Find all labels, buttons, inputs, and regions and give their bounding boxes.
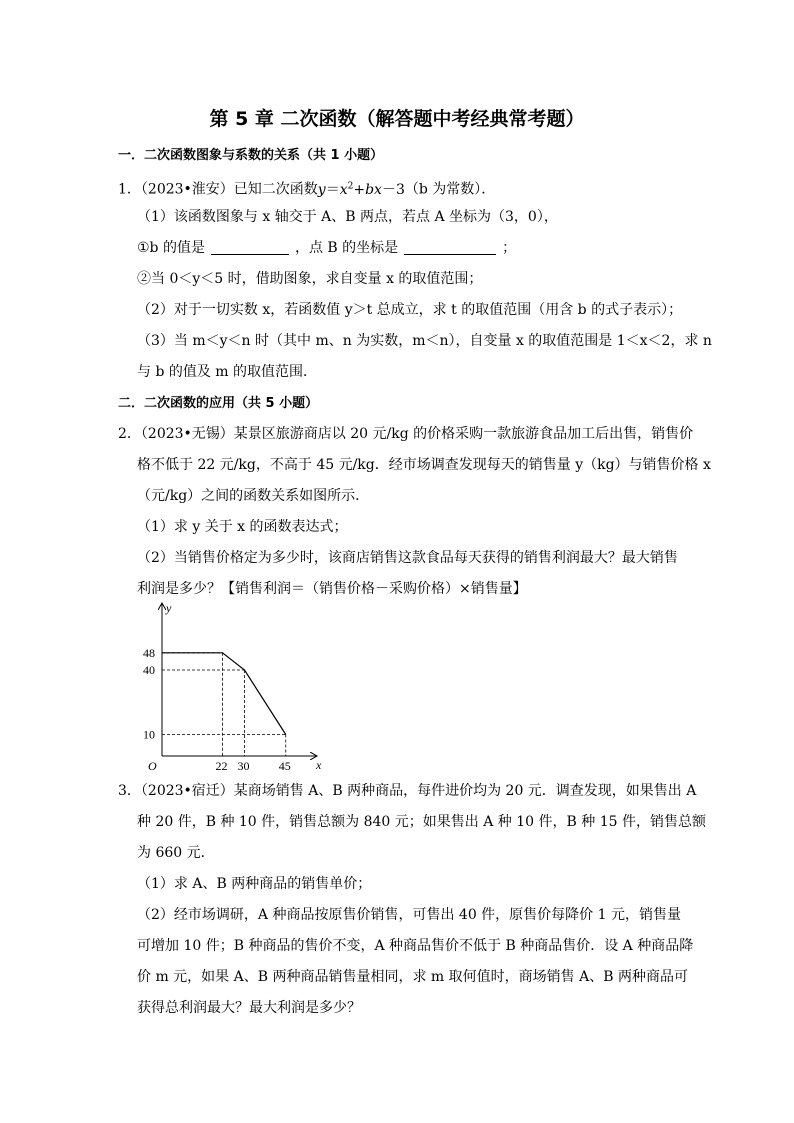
q2-part2-line2: 利润是多少？【销售利润＝（销售价格－采购价格）×销售量】: [137, 581, 527, 597]
q3-part1: （1）求 A、B 两种商品的销售单价；: [137, 876, 372, 892]
q1-part2: （2）对于一切实数 x，若函数值 y＞t 总成立，求 t 的取值范围（用含 b 的式子表示）；: [137, 302, 683, 318]
sales-volume-graph: [128, 598, 338, 774]
q3-line2: 种 20 件，B 种 10 件，销售总额为 840 元；如果售出 A 种 10 件，B 种 15 件，销售总额: [137, 814, 706, 830]
q3-part2-line4: 获得总利润最大？最大利润是多少？: [137, 1000, 361, 1016]
y-tick-label: 48: [143, 645, 155, 660]
q1-part1a: [137, 238, 516, 258]
q1-part1a-end: ；: [502, 240, 517, 256]
answer-blank-point-b[interactable]: [404, 240, 496, 255]
q1-stem: [118, 176, 495, 200]
q3-line3: 为 660 元．: [137, 845, 215, 861]
q1-prefix: 1．（2023•淮安）已知二次函数: [118, 181, 318, 198]
section-heading-2: 二．二次函数的应用（共 5 小题）: [118, 396, 319, 411]
x-tick-label: 45: [278, 759, 291, 773]
q2-line3: （元/kg）之间的函数关系如图所示．: [137, 488, 370, 504]
q1-part1a-mid: ，点 B 的坐标是: [294, 240, 399, 256]
x-axis-label: x: [316, 758, 322, 772]
q3-line1: 3．（2023•宿迁）某商场销售 A、B 两种商品，每件进价均为 20 元．调查发现，如果售出 A: [118, 783, 697, 799]
origin-label: O: [148, 759, 157, 773]
q1-function: $y=x^2+bx-3$: [317, 181, 405, 198]
q3-part2-line3: 价 m 元，如果 A、B 两种商品销售量相同，求 m 取何值时，商场销售 A、B 两种商品可: [137, 969, 688, 985]
q2-line2: 格不低于 22 元/kg，不高于 45 元/kg．经市场调查发现每天的销售量 y（kg）与销售价格 x: [137, 457, 711, 473]
x-tick-label: 30: [237, 759, 250, 773]
q1-part1a-pre: ①b 的值是: [137, 240, 205, 256]
q2-part2-line1: （2）当销售价格定为多少时，该商店销售这款食品每天获得的销售利润最大？最大销售: [137, 550, 678, 566]
answer-blank-b[interactable]: [211, 240, 289, 255]
q2-part1: （1）求 y 关于 x 的函数表达式；: [137, 519, 348, 535]
q1-func-tail: （b 为常数）．: [404, 181, 496, 198]
q1-part1b: ②当 0＜y＜5 时，借助图象，求自变量 x 的取值范围；: [137, 271, 483, 287]
y-tick-label: 10: [143, 727, 155, 742]
q1-part3-line2: 与 b 的值及 m 的取值范围．: [137, 364, 318, 380]
y-axis-label: y: [166, 601, 172, 615]
q2-line1: 2．（2023•无锡）某景区旅游商店以 20 元/kg 的价格采购一款旅游食品加工后出售，销售价: [118, 426, 694, 442]
x-tick-label: 22: [215, 759, 228, 773]
q1-part3-line1: （3）当 m＜y＜n 时（其中 m、n 为实数，m＜n），自变量 x 的取值范围是 1＜x＜2，求 n: [137, 333, 712, 349]
page-title: 第 5 章 二次函数（解答题中考经典常考题）: [209, 108, 585, 130]
q3-part2-line1: （2）经市场调研，A 种商品按原售价销售，可售出 40 件，原售价每降价 1 元，销售量: [137, 907, 681, 923]
q1-part1: （1）该函数图象与 x 轴交于 A、B 两点，若点 A 坐标为（3，0），: [137, 209, 558, 225]
section-heading-1: 一．二次函数图象与系数的关系（共 1 小题）: [118, 148, 384, 163]
y-tick-label: 40: [143, 663, 155, 677]
series-line: [162, 653, 286, 735]
q3-part2-line2: 可增加 10 件；B 种商品的售价不变，A 种商品售价不低于 B 种商品售价．设 A 种商品降: [137, 938, 694, 954]
